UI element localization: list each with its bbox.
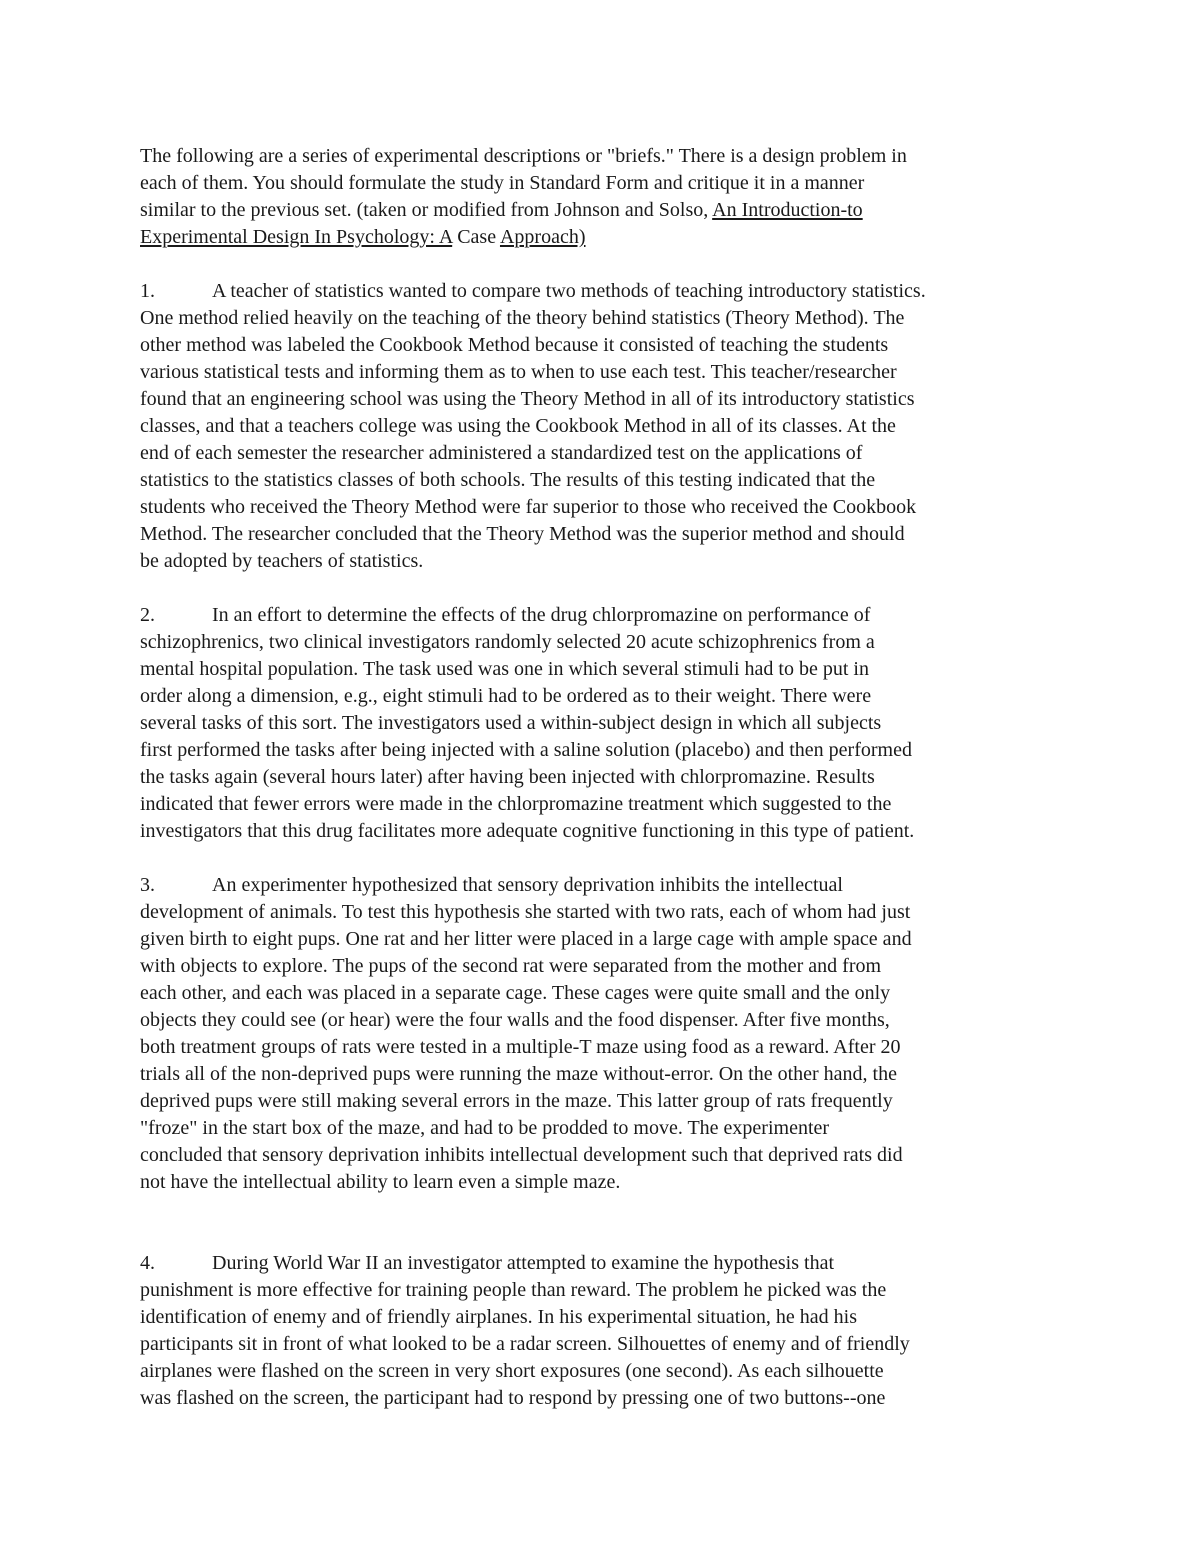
brief-text: An experimenter hypothesized that sensory deprivation inhibits the intellectual <box>212 874 843 896</box>
brief-line: not have the intellectual ability to learn even a simple maze. <box>140 1171 621 1193</box>
brief-line: each other, and each was placed in a separate cage. These cages were quite small and the only <box>140 982 891 1004</box>
brief-text: In an effort to determine the effects of the drug chlorpromazine on performance of <box>212 604 871 626</box>
brief-line: both treatment groups of rats were tested in a multiple-T maze using food as a reward. After 20 <box>140 1036 901 1058</box>
brief-line: trials all of the non-deprived pups were running the maze without-error. On the other hand, the <box>140 1063 897 1085</box>
brief-4 <box>140 1250 1055 1412</box>
book-title-part-3: Case <box>452 226 500 248</box>
intro-line <box>140 197 1055 224</box>
brief-line: identification of enemy and of friendly airplanes. In his experimental situation, he had his <box>140 1306 858 1328</box>
brief-number: 4. <box>140 1252 155 1274</box>
intro-paragraph <box>140 143 1055 251</box>
brief-line: concluded that sensory deprivation inhibits intellectual development such that deprived rats did <box>140 1144 903 1166</box>
brief-1 <box>140 278 1055 575</box>
brief-2 <box>140 602 1055 845</box>
brief-line <box>140 872 1055 899</box>
brief-line: first performed the tasks after being injected with a saline solution (placebo) and then performed <box>140 739 912 761</box>
brief-line: punishment is more effective for training people than reward. The problem he picked was the <box>140 1279 887 1301</box>
brief-text: A teacher of statistics wanted to compare two methods of teaching introductory statistics. <box>212 280 926 302</box>
intro-line: each of them. You should formulate the study in Standard Form and critique it in a manner <box>140 172 865 194</box>
intro-line <box>140 224 1055 251</box>
brief-line: students who received the Theory Method were far superior to those who received the Cookbook <box>140 496 917 518</box>
document-body <box>140 143 1055 1439</box>
brief-line <box>140 278 1055 305</box>
brief-number: 1. <box>140 280 155 302</box>
brief-line: mental hospital population. The task used was one in which several stimuli had to be put in <box>140 658 869 680</box>
brief-line: was flashed on the screen, the participant had to respond by pressing one of two buttons--one <box>140 1387 886 1409</box>
book-title-part-2: Experimental Design In Psychology: A <box>140 226 453 248</box>
brief-line: investigators that this drug facilitates more adequate cognitive functioning in this type of patient. <box>140 820 915 842</box>
brief-line: with objects to explore. The pups of the second rat were separated from the mother and from <box>140 955 882 977</box>
brief-line: order along a dimension, e.g., eight stimuli had to be ordered as to their weight. There were <box>140 685 872 707</box>
brief-line: development of animals. To test this hypothesis she started with two rats, each of whom had just <box>140 901 911 923</box>
brief-line: the tasks again (several hours later) after having been injected with chlorpromazine. Results <box>140 766 875 788</box>
brief-number: 3. <box>140 874 155 896</box>
book-title-part-4: Approach) <box>499 226 586 248</box>
brief-line: given birth to eight pups. One rat and her litter were placed in a large cage with ample space and <box>140 928 912 950</box>
brief-line: end of each semester the researcher administered a standardized test on the applications of <box>140 442 863 464</box>
brief-line: statistics to the statistics classes of both schools. The results of this testing indicated that the <box>140 469 876 491</box>
brief-line: objects they could see (or hear) were the four walls and the food dispenser. After five months, <box>140 1009 890 1031</box>
brief-line <box>140 602 1055 629</box>
brief-line: found that an engineering school was using the Theory Method in all of its introductory statistics <box>140 388 915 410</box>
brief-line: Method. The researcher concluded that the Theory Method was the superior method and should <box>140 523 905 545</box>
book-title-part-1: An Introduction-to <box>712 199 863 221</box>
brief-line: One method relied heavily on the teaching of the theory behind statistics (Theory Method). The <box>140 307 905 329</box>
brief-line: several tasks of this sort. The investigators used a within-subject design in which all subjects <box>140 712 882 734</box>
brief-line: "froze" in the start box of the maze, and had to be prodded to move. The experimenter <box>140 1117 830 1139</box>
brief-line <box>140 1250 1055 1277</box>
brief-line: classes, and that a teachers college was using the Cookbook Method in all of its classes. At the <box>140 415 896 437</box>
brief-line: schizophrenics, two clinical investigators randomly selected 20 acute schizophrenics from a <box>140 631 875 653</box>
brief-number: 2. <box>140 604 155 626</box>
brief-line: deprived pups were still making several errors in the maze. This latter group of rats frequently <box>140 1090 893 1112</box>
brief-line: participants sit in front of what looked to be a radar screen. Silhouettes of enemy and of friendly <box>140 1333 910 1355</box>
brief-line: indicated that fewer errors were made in the chlorpromazine treatment which suggested to the <box>140 793 892 815</box>
brief-3 <box>140 872 1055 1196</box>
brief-text: During World War II an investigator attempted to examine the hypothesis that <box>212 1252 835 1274</box>
brief-line: other method was labeled the Cookbook Method because it consisted of teaching the students <box>140 334 889 356</box>
brief-line: airplanes were flashed on the screen in very short exposures (one second). As each silhouette <box>140 1360 884 1382</box>
brief-line: be adopted by teachers of statistics. <box>140 550 424 572</box>
intro-line: The following are a series of experimental descriptions or "briefs." There is a design problem in <box>140 145 907 167</box>
intro-text: similar to the previous set. (taken or modified from Johnson and Solso, <box>140 199 713 221</box>
brief-line: various statistical tests and informing them as to when to use each test. This teacher/researcher <box>140 361 897 383</box>
